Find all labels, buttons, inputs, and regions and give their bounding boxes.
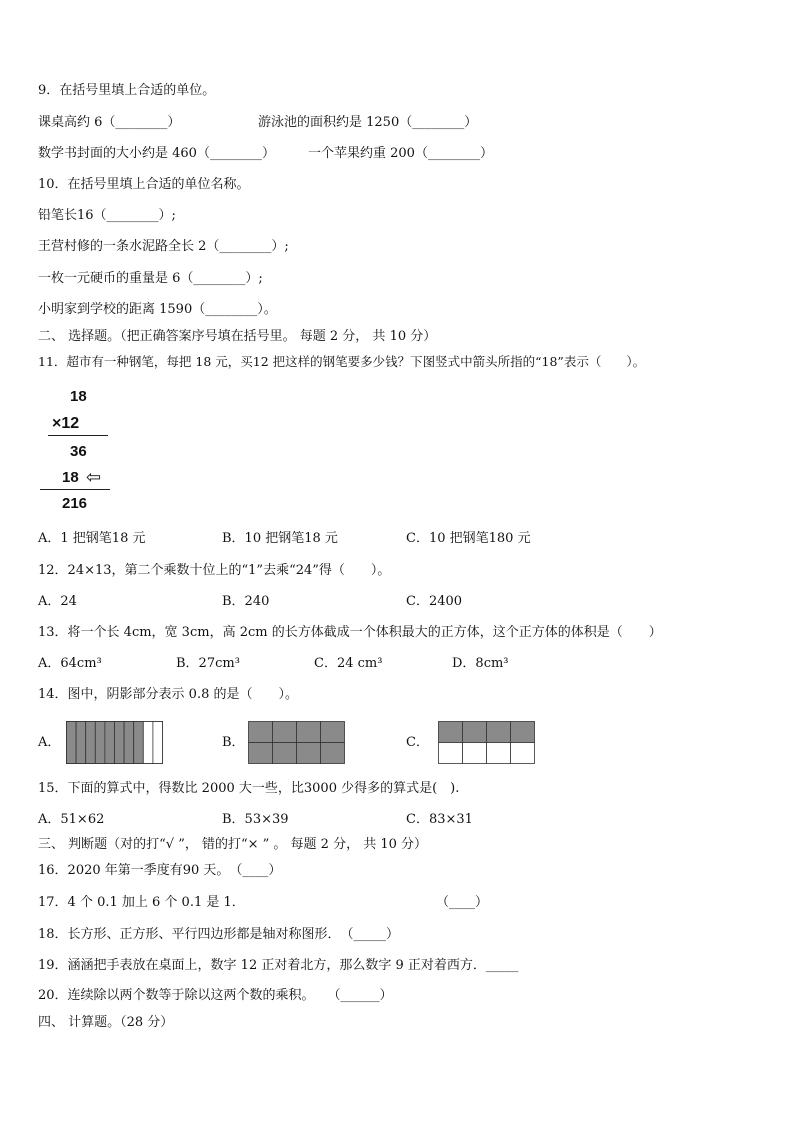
figure-b-cell [297, 743, 321, 764]
calc-partial-1: 36 [70, 443, 87, 460]
q12-text: 12．24×13，第二个乘数十位上的“1”去乘“24”得（ ）。 [38, 563, 391, 578]
q19-text: 19．涵涵把手表放在桌面上，数字 12 正对着北方，那么数字 9 正对着西方．_____ [38, 958, 519, 973]
calc-multiplier: ×12 [52, 415, 80, 432]
figure-a-strip [76, 722, 86, 764]
q17-answer-blank: （____） [436, 895, 489, 910]
figure-a-strip [143, 722, 153, 764]
figure-c-cell [439, 743, 463, 764]
calc-rule-2 [40, 489, 110, 490]
q9-line1a: 课桌高约 6（________） [38, 115, 181, 130]
q15-option-c: C．83×31 [406, 812, 473, 827]
q14-figure-b [248, 721, 346, 765]
q11-option-c: C．10 把钢笔180 元 [406, 531, 531, 546]
section3-heading: 三、 判断题（对的打“√ ”， 错的打“× ” 。 每题 2 分， 共 10 分） [38, 837, 428, 852]
figure-c-cells [439, 722, 535, 764]
figure-c-cell [463, 743, 487, 764]
q10-line3: 一枚一元硬币的重量是 6（________）; [38, 271, 263, 286]
q12-option-c: C．2400 [406, 594, 463, 609]
q12-option-b: B．240 [222, 594, 270, 609]
section2-heading: 二、 选择题。（把正确答案序号填在括号里。 每题 2 分， 共 10 分） [38, 329, 437, 344]
q13-option-c: C．24 cm³ [314, 656, 383, 671]
figure-c-cell [511, 722, 535, 743]
q15-option-a: A．51×62 [38, 812, 105, 827]
figure-b-cell [321, 722, 345, 743]
figure-c-cell [487, 743, 511, 764]
q14-option-c: C． [406, 735, 429, 750]
q11-option-a: A．1 把钢笔18 元 [38, 531, 146, 546]
left-arrow-icon: ⇦ [86, 467, 102, 487]
calc-rule-1 [48, 435, 108, 436]
q11-text: 11．超市有一种钢笔，每把 18 元，买12 把这样的钢笔要多少钱？下图竖式中箭头所指的“18”表示（ ）。 [38, 354, 646, 369]
q10-line2: 王营村修的一条水泥路全长 2（________）; [38, 239, 289, 254]
q10-line4: 小明家到学校的距离 1590（________）。 [38, 302, 277, 317]
calc-result: 216 [62, 495, 88, 512]
q14-figure-a [66, 721, 164, 765]
figure-a-strip [86, 722, 96, 764]
figure-a-strip [67, 722, 77, 764]
q13-option-a: A．64cm³ [38, 656, 102, 671]
q15-option-b: B．53×39 [222, 812, 289, 827]
figure-b-cell [249, 743, 273, 764]
q10-title: 10．在括号里填上合适的单位名称。 [38, 177, 250, 192]
q14-option-a: A． [38, 735, 61, 750]
q12-option-a: A．24 [38, 594, 77, 609]
q16-text: 16．2020 年第一季度有90 天。 （____） [38, 863, 282, 878]
figure-a-strip [95, 722, 105, 764]
figure-a-strips [67, 722, 163, 764]
figure-a-strip [105, 722, 115, 764]
q13-text: 13．将一个长 4cm，宽 3cm，高 2cm 的长方体截成一个体积最大的正方体，这个正方体的体积是（ ） [38, 625, 662, 640]
figure-a-strip [115, 722, 125, 764]
figure-a-strip [153, 722, 163, 764]
figure-b-cell [321, 743, 345, 764]
section4-heading: 四、 计算题。（28 分） [38, 1015, 174, 1030]
q9-title: 9．在括号里填上合适的单位。 [38, 83, 216, 98]
q18-text: 18．长方形、正方形、平行四边形都是轴对称图形． （_____） [38, 927, 400, 942]
figure-b-cell [273, 743, 297, 764]
q10-line1: 铅笔长16（________）; [38, 208, 176, 223]
q11-option-b: B．10 把钢笔18 元 [222, 531, 338, 546]
q15-text: 15．下面的算式中，得数比 2000 大一些，比3000 少得多的算式是( ). [38, 781, 460, 796]
vertical-multiplication [40, 382, 120, 522]
q9-line2a: 数学书封面的大小约是 460（________） [38, 146, 275, 161]
figure-c-cell [511, 743, 535, 764]
q14-text: 14．图中，阴影部分表示 0.8 的是（ ）。 [38, 687, 298, 702]
figure-a-strip [124, 722, 134, 764]
q9-line1b: 游泳池的面积约是 1250（________） [258, 115, 478, 130]
calc-partial-2: 18 [62, 469, 79, 486]
q14-figure-c [438, 721, 536, 765]
q13-option-b: B．27cm³ [176, 656, 240, 671]
figure-b-cells [249, 722, 345, 764]
q17-text: 17．4 个 0.1 加上 6 个 0.1 是 1． [38, 895, 245, 910]
q20-text: 20．连续除以两个数等于除以这两个数的乘积。 （______） [38, 988, 393, 1003]
figure-c-cell [487, 722, 511, 743]
q14-option-b: B． [222, 735, 245, 750]
figure-a-strip [134, 722, 144, 764]
figure-c-cell [439, 722, 463, 743]
q9-line2b: 一个苹果约重 200（________） [308, 146, 493, 161]
q13-option-d: D．8cm³ [452, 656, 509, 671]
figure-b-cell [273, 722, 297, 743]
calc-top: 18 [70, 388, 87, 405]
figure-c-cell [463, 722, 487, 743]
figure-b-cell [249, 722, 273, 743]
figure-b-cell [297, 722, 321, 743]
